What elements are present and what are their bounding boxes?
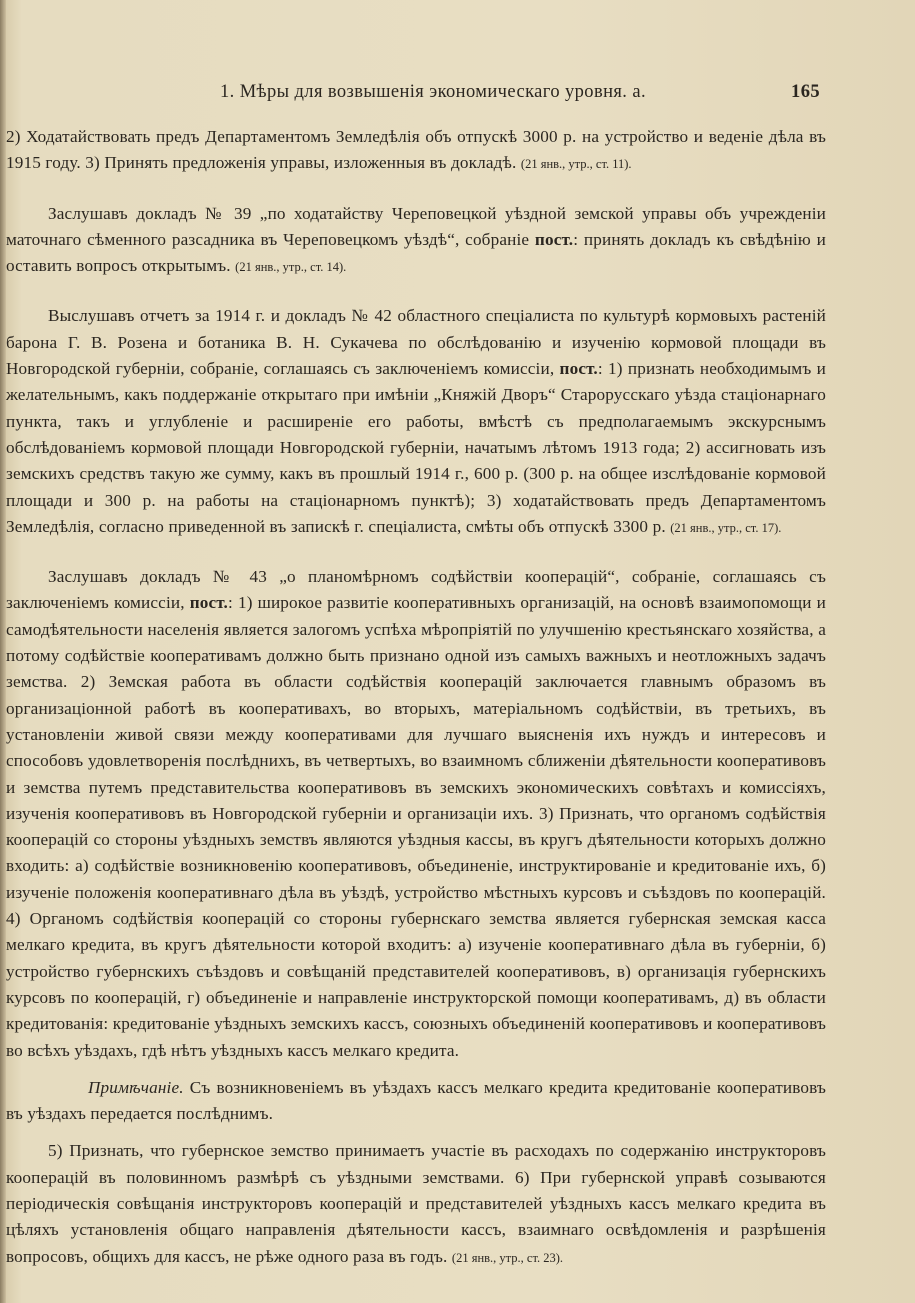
paragraph-5-text: 5) Признать, что губернское земство принимаетъ участіе въ расходахъ по содержанію инструкторовъ кооперацій въ половинномъ размѣрѣ съ уѣздными земствами. 6) При губернской управѣ созываются періодическія совѣщанія инструкторовъ кооперацій и представителей уѣздныхъ кассъ мелкаго кредита въ цѣляхъ установленія общаго направленія дѣятельности кассъ, взаимнаго освѣдомленія и разрѣшенія вопросовъ, общихъ для кассъ, не рѣже одного раза въ годъ.	[6, 1141, 826, 1266]
paragraph-5-ref: (21 янв., утр., ст. 23).	[451, 1250, 564, 1265]
body-text	[6, 124, 826, 1271]
paragraph-4	[6, 564, 826, 1064]
paragraph-4-text-b: : 1) широкое развитіе кооперативныхъ организацій, на основѣ взаимопомощи и самодѣятельности населенія является залогомъ успѣха мѣропріятій по улучшенію крестьянскаго хозяйства, а потому содѣйствіе кооперативамъ должно быть признано одной изъ самыхъ важныхъ и неотложныхъ задачъ земства. 2) Земская работа въ области содѣйствія кооперацій заключается главнымъ образомъ въ организаціонной работѣ въ кооперативахъ, во вторыхъ, матеріальномъ содѣйствіи, въ третьихъ, въ установленіи живой связи между кооперативами для лучшаго выясненія ихъ нуждъ и интересовъ и способовъ удовлетворенія послѣднихъ, въ четвертыхъ, во взаимномъ сближеніи дѣятельности кооперативовъ и земства путемъ представительства кооперативовъ въ земскихъ экономическихъ совѣтахъ и комиссіяхъ, изученія кооперативовъ въ Новгородской губерніи и организаціи ихъ. 3) Признать, что органомъ содѣйствія кооперацій со стороны уѣздныхъ земствъ являются уѣздныя кассы, въ кругъ дѣятельности которыхъ должно входить: а) содѣйствіе возникновенію кооперативовъ, объединеніе, инструктированіе и кредитованіе ихъ, б) изученіе положенія кооперативнаго дѣла въ уѣздѣ, устройство мѣстныхъ курсовъ и съѣздовъ по кооперацій. 4) Органомъ содѣйствія кооперацій со стороны губернскаго земства является губернская земская касса мелкаго кредита, въ кругъ дѣятельности которой входитъ: а) изученіе кооперативнаго дѣла въ губерніи, б) устройство губернскихъ съѣздовъ и совѣщаній представителей кооперативовъ, в) организація губернскихъ курсовъ по кооперацій, г) объединеніе и направленіе инструкторской помощи кооперативамъ, д) въ области кредитованія: кредитованіе уѣздныхъ земскихъ кассъ, союзныхъ объединеній кооперативовъ и кооперативовъ во всѣхъ уѣздахъ, гдѣ нѣтъ уѣздныхъ кассъ мелкаго кредита.	[6, 593, 826, 1060]
paragraph-4-text-a: Заслушавъ докладъ № 43 „о планомѣрномъ содѣйствіи кооперацій“, собраніе, соглашаясь съ заключеніемъ комиссіи,	[6, 567, 826, 613]
paragraph-2-ref: (21 янв., утр., ст. 14).	[235, 260, 347, 275]
paragraph-2-text-b: : принять докладъ къ свѣдѣнію и оставить вопросъ открытымъ.	[6, 229, 826, 276]
paragraph-3-post: пост.	[559, 359, 598, 379]
paragraph-2	[6, 201, 826, 281]
note-label: Примѣчаніе.	[88, 1077, 184, 1097]
paragraph-3-ref: (21 янв., утр., ст. 17).	[670, 520, 782, 535]
paragraph-3-text-a: Выслушавъ отчетъ за 1914 г. и докладъ № 42 областного спеціалиста по культурѣ кормовыхъ растеній барона Г. В. Розена и ботаника В. Н. Сукачева по обслѣдованію и изученію кормовой площади въ Новгородской губерніи, собраніе, соглашаясь съ заключеніемъ комиссіи,	[6, 306, 826, 379]
note-text: Съ возникновеніемъ въ уѣздахъ кассъ мелкаго кредита кредитованіе кооперативовъ въ уѣздахъ передается послѣднимъ.	[6, 1077, 826, 1124]
paragraph-1-ref: (21 янв., утр., ст. 11).	[520, 157, 632, 172]
header-title: 1. Мѣры для возвышенія экономическаго уровня. а.	[220, 82, 646, 102]
paragraph-4-post: пост.	[189, 593, 229, 613]
page-number: 165	[791, 82, 820, 102]
paragraph-3	[6, 303, 826, 541]
paragraph-1-text: 2) Ходатайствовать предъ Департаментомъ Земледѣлія объ отпускѣ 3000 р. на устройство и веденіе дѣла въ 1915 году. 3) Принять предложенія управы, изложенныя въ докладѣ.	[6, 127, 826, 173]
running-header	[8, 82, 820, 110]
paragraph-2-text-a: Заслушавъ докладъ № 39 „по ходатайству Череповецкой уѣздной земской управы объ учрежденіи маточнаго сѣменного разсадника въ Череповецкомъ уѣздѣ“, собраніе	[6, 203, 826, 249]
paragraph-1	[6, 124, 826, 178]
note-paragraph	[6, 1075, 826, 1128]
paragraph-5	[6, 1138, 826, 1270]
paragraph-2-post: пост.	[534, 229, 574, 249]
paragraph-3-text-b: : 1) признать необходимымъ и желательнымъ, какъ поддержаніе открытаго при имѣніи „Княжій Дворъ“ Старорусскаго уѣзда стаціонарнаго пункта, такъ и углубленіе и расширеніе его работы, вмѣстѣ съ предполагаемымъ экскурснымъ обслѣдованіемъ кормовой площади Новгородской губерніи, начатымъ лѣтомъ 1913 года; 2) ассигновать изъ земскихъ средствъ такую же сумму, какъ въ прошлый 1914 г., 600 р. (300 р. на общее изслѣдованіе кормовой площади и 300 р. на работы на стаціонарномъ пунктѣ); 3) ходатайствовать предъ Департаментомъ Земледѣлія, согласно приведенной въ запискѣ г. спеціалиста, смѣты объ отпускѣ 3300 р.	[6, 359, 826, 536]
